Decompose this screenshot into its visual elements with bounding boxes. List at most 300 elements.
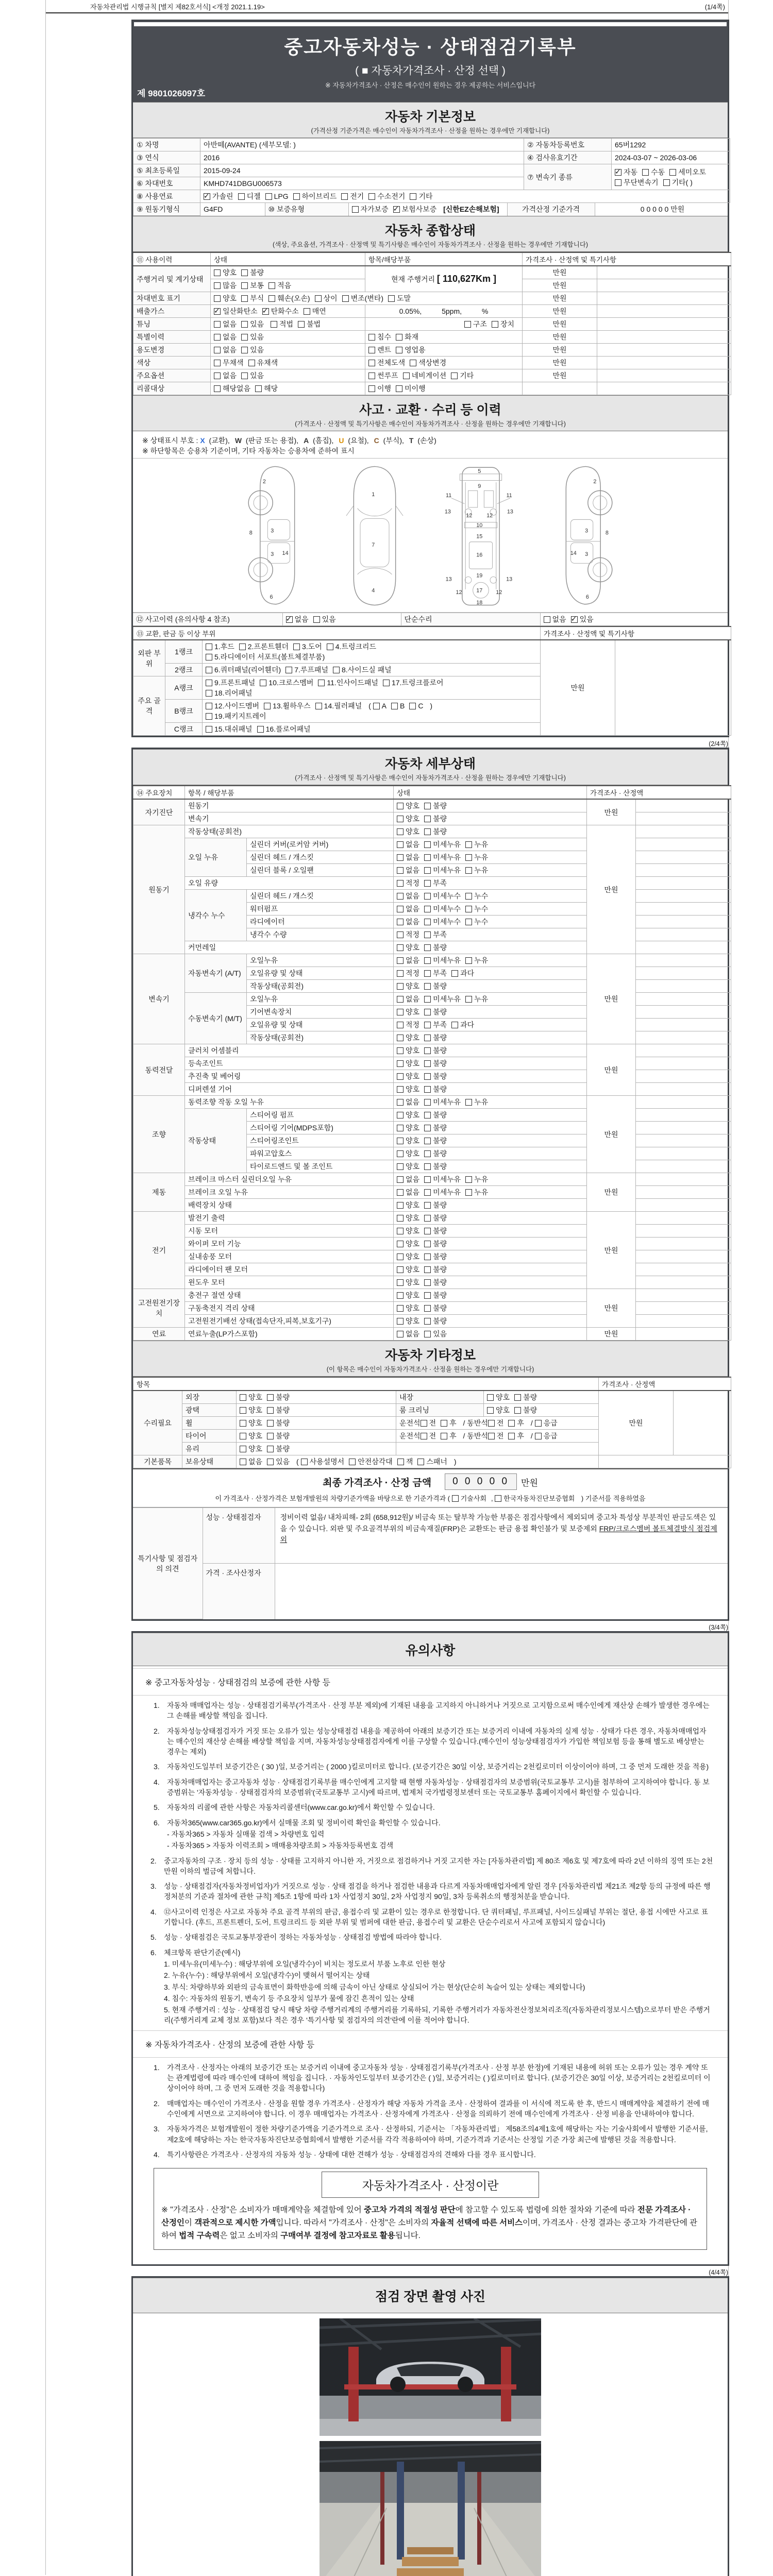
checkbox-unchecked[interactable] [424,1316,447,1326]
checkbox-icon[interactable] [241,295,248,302]
checkbox-icon[interactable] [424,919,431,925]
checkbox-icon[interactable] [397,1189,404,1196]
checkbox-icon[interactable] [267,1446,274,1452]
checkbox-unchecked[interactable] [214,293,237,303]
checkbox-icon[interactable] [241,321,248,328]
checkbox-unchecked[interactable] [397,1200,419,1210]
checkbox-icon[interactable] [424,1086,431,1093]
checkbox-unchecked[interactable] [397,801,419,811]
checkbox-icon[interactable] [391,703,398,709]
checkbox-unchecked[interactable] [352,204,389,214]
checkbox-icon[interactable] [488,1433,495,1439]
checkbox-icon[interactable] [397,1035,404,1041]
checkbox-icon[interactable] [368,360,375,366]
checkbox-unchecked[interactable] [492,319,514,329]
checkbox-unchecked[interactable] [441,1418,457,1428]
checkbox-unchecked[interactable] [465,1187,488,1197]
checkbox-icon[interactable] [424,996,431,1003]
checkbox-icon[interactable] [206,654,212,660]
checkbox-icon[interactable] [240,1433,246,1439]
checkbox-unchecked[interactable] [465,1174,488,1184]
checkbox-unchecked[interactable] [206,641,234,652]
checkbox-unchecked[interactable] [424,917,461,927]
checkbox-icon[interactable] [327,643,333,650]
checkbox-icon[interactable] [451,970,458,977]
checkbox-icon[interactable] [397,1022,404,1028]
checkbox-unchecked[interactable] [214,370,237,381]
checkbox-unchecked[interactable] [465,1097,488,1107]
checkbox-icon[interactable] [315,703,322,709]
checkbox-icon[interactable] [424,1035,431,1041]
checkbox-unchecked[interactable] [397,1187,419,1197]
checkbox-icon[interactable] [642,169,649,176]
checkbox-icon[interactable] [239,643,246,650]
checkbox-icon[interactable] [464,321,471,328]
checkbox-icon[interactable] [267,1407,274,1414]
checkbox-unchecked[interactable] [285,665,328,675]
checkbox-icon[interactable] [286,616,293,623]
checkbox-icon[interactable] [397,1279,404,1286]
checkbox-unchecked[interactable] [397,968,419,978]
checkbox-icon[interactable] [268,295,275,302]
checkbox-icon[interactable] [397,957,404,964]
checkbox-icon[interactable] [424,1253,431,1260]
checkbox-unchecked[interactable] [424,1007,447,1017]
checkbox-icon[interactable] [393,206,400,213]
checkbox-unchecked[interactable] [268,280,291,291]
checkbox-icon[interactable] [424,803,431,809]
checkbox-unchecked[interactable] [241,370,264,381]
checkbox-unchecked[interactable] [241,280,264,291]
checkbox-icon[interactable] [424,944,431,951]
checkbox-icon[interactable] [368,385,375,392]
checkbox-unchecked[interactable] [397,1007,419,1017]
checkbox-unchecked[interactable] [240,1405,262,1415]
checkbox-unchecked[interactable] [397,1290,419,1300]
checkbox-icon[interactable] [397,1163,404,1170]
checkbox-unchecked[interactable] [241,332,264,342]
checkbox-icon[interactable] [424,1125,431,1131]
checkbox-unchecked[interactable] [424,1251,447,1262]
checkbox-unchecked[interactable] [240,1392,262,1402]
checkbox-unchecked[interactable] [315,701,362,711]
checkbox-unchecked[interactable] [424,994,461,1004]
checkbox-unchecked[interactable] [451,370,474,381]
checkbox-unchecked[interactable] [397,917,419,927]
checkbox-unchecked[interactable] [424,1277,447,1287]
checkbox-icon[interactable] [206,703,212,709]
checkbox-unchecked[interactable] [318,677,378,688]
checkbox-unchecked[interactable] [424,801,447,811]
checkbox-unchecked[interactable] [248,358,278,368]
checkbox-unchecked[interactable] [349,1456,393,1467]
checkbox-unchecked[interactable] [424,1058,447,1069]
checkbox-unchecked[interactable] [397,1213,419,1223]
checkbox-icon[interactable] [508,1433,515,1439]
checkbox-icon[interactable] [267,1459,274,1465]
checkbox-icon[interactable] [417,1459,424,1465]
checkbox-unchecked[interactable] [424,865,461,875]
checkbox-icon[interactable] [424,1176,431,1183]
checkbox-unchecked[interactable] [424,955,461,965]
checkbox-icon[interactable] [465,996,472,1003]
checkbox-unchecked[interactable] [397,878,419,888]
checkbox-unchecked[interactable] [424,852,461,862]
checkbox-icon[interactable] [424,1331,431,1337]
checkbox-icon[interactable] [421,1433,427,1439]
checkbox-unchecked[interactable] [214,383,250,394]
checkbox-icon[interactable] [397,841,404,848]
checkbox-icon[interactable] [424,854,431,861]
checkbox-icon[interactable] [465,906,472,912]
checkbox-unchecked[interactable] [424,929,447,940]
checkbox-icon[interactable] [397,1112,404,1118]
checkbox-icon[interactable] [424,1189,431,1196]
checkbox-icon[interactable] [424,828,431,835]
checkbox-unchecked[interactable] [206,701,259,711]
checkbox-unchecked[interactable] [397,1084,419,1094]
checkbox-icon[interactable] [424,1047,431,1054]
checkbox-unchecked[interactable] [397,865,419,875]
checkbox-icon[interactable] [315,295,322,302]
checkbox-icon[interactable] [465,854,472,861]
checkbox-icon[interactable] [424,1099,431,1106]
checkbox-unchecked[interactable] [368,332,391,342]
checkbox-unchecked[interactable] [397,981,419,991]
checkbox-unchecked[interactable] [487,1392,510,1402]
checkbox-icon[interactable] [397,1292,404,1299]
checkbox-icon[interactable] [397,1086,404,1093]
checkbox-unchecked[interactable] [396,383,426,394]
checkbox-unchecked[interactable] [397,1316,419,1326]
checkbox-unchecked[interactable] [424,1110,447,1120]
checkbox-unchecked[interactable] [465,955,488,965]
checkbox-icon[interactable] [451,372,458,379]
checkbox-icon[interactable] [424,1318,431,1325]
checkbox-icon[interactable] [373,703,380,709]
checkbox-icon[interactable] [465,1189,472,1196]
checkbox-unchecked[interactable] [424,1161,447,1172]
checkbox-icon[interactable] [465,957,472,964]
checkbox-unchecked[interactable] [424,1045,447,1056]
checkbox-unchecked[interactable] [487,1405,510,1415]
checkbox-unchecked[interactable] [424,968,447,978]
checkbox-unchecked[interactable] [424,1097,461,1107]
checkbox-unchecked[interactable] [368,358,405,368]
checkbox-unchecked[interactable] [424,1123,447,1133]
checkbox-icon[interactable] [214,347,221,353]
checkbox-icon[interactable] [451,1022,458,1028]
checkbox-icon[interactable] [397,1073,404,1080]
checkbox-icon[interactable] [349,1459,356,1465]
checkbox-unchecked[interactable] [424,981,447,991]
checkbox-icon[interactable] [397,816,404,822]
checkbox-unchecked[interactable] [535,1418,558,1428]
checkbox-unchecked[interactable] [214,358,244,368]
checkbox-icon[interactable] [341,193,348,200]
checkbox-unchecked[interactable] [397,929,419,940]
checkbox-unchecked[interactable] [383,677,444,688]
checkbox-icon[interactable] [318,680,325,686]
checkbox-icon[interactable] [397,867,404,874]
checkbox-unchecked[interactable] [257,724,311,734]
checkbox-icon[interactable] [206,680,212,686]
checkbox-unchecked[interactable] [451,968,474,978]
checkbox-icon[interactable] [424,880,431,887]
checkbox-unchecked[interactable] [241,293,264,303]
checkbox-icon[interactable] [397,1253,404,1260]
checkbox-icon[interactable] [424,1009,431,1015]
checkbox-icon[interactable] [298,321,305,328]
checkbox-icon[interactable] [383,680,390,686]
checkbox-unchecked[interactable] [424,1071,447,1081]
checkbox-unchecked[interactable] [368,383,391,394]
checkbox-icon[interactable] [424,1138,431,1144]
checkbox-unchecked[interactable] [424,1303,447,1313]
checkbox-unchecked[interactable] [397,1123,419,1133]
checkbox-icon[interactable] [368,372,375,379]
checkbox-icon[interactable] [514,1394,521,1401]
checkbox-icon[interactable] [397,970,404,977]
checkbox-unchecked[interactable] [397,1239,419,1249]
checkbox-unchecked[interactable] [488,1431,504,1441]
checkbox-icon[interactable] [514,1407,521,1414]
checkbox-unchecked[interactable] [268,293,310,303]
checkbox-checked[interactable] [262,306,299,316]
checkbox-unchecked[interactable] [239,641,289,652]
checkbox-icon[interactable] [397,906,404,912]
checkbox-icon[interactable] [397,854,404,861]
checkbox-icon[interactable] [487,1394,494,1401]
checkbox-icon[interactable] [368,347,375,353]
checkbox-icon[interactable] [397,1176,404,1183]
checkbox-icon[interactable] [615,169,621,176]
checkbox-icon[interactable] [397,1266,404,1273]
checkbox-icon[interactable] [214,334,221,341]
checkbox-unchecked[interactable] [397,1148,419,1159]
checkbox-icon[interactable] [214,295,221,302]
checkbox-unchecked[interactable] [397,1226,419,1236]
checkbox-unchecked[interactable] [396,332,418,342]
checkbox-unchecked[interactable] [368,345,391,355]
checkbox-unchecked[interactable] [271,319,293,329]
checkbox-icon[interactable] [260,680,266,686]
checkbox-icon[interactable] [424,1305,431,1312]
checkbox-unchecked[interactable] [421,1418,436,1428]
checkbox-unchecked[interactable] [465,865,488,875]
checkbox-unchecked[interactable] [373,702,386,710]
checkbox-icon[interactable] [424,893,431,900]
checkbox-unchecked[interactable] [424,1226,447,1236]
checkbox-icon[interactable] [397,893,404,900]
checkbox-icon[interactable] [241,269,248,276]
checkbox-icon[interactable] [663,179,670,186]
checkbox-unchecked[interactable] [267,1392,290,1402]
checkbox-checked[interactable] [615,167,637,177]
checkbox-icon[interactable] [214,269,221,276]
checkbox-unchecked[interactable] [397,1097,419,1107]
checkbox-unchecked[interactable] [424,1290,447,1300]
checkbox-checked[interactable] [286,614,309,624]
checkbox-unchecked[interactable] [424,1020,447,1030]
checkbox-unchecked[interactable] [514,1405,537,1415]
checkbox-icon[interactable] [424,1060,431,1067]
checkbox-unchecked[interactable] [465,917,488,927]
checkbox-icon[interactable] [465,893,472,900]
checkbox-icon[interactable] [424,1112,431,1118]
checkbox-unchecked[interactable] [267,1431,290,1441]
checkbox-unchecked[interactable] [465,852,488,862]
checkbox-icon[interactable] [424,957,431,964]
checkbox-icon[interactable] [206,726,212,733]
checkbox-icon[interactable] [397,1318,404,1325]
checkbox-unchecked[interactable] [514,1392,537,1402]
checkbox-unchecked[interactable] [465,891,488,901]
checkbox-icon[interactable] [424,867,431,874]
checkbox-icon[interactable] [238,193,245,200]
checkbox-icon[interactable] [368,193,375,200]
checkbox-unchecked[interactable] [267,1418,290,1428]
checkbox-unchecked[interactable] [240,1418,262,1428]
checkbox-unchecked[interactable] [424,904,461,914]
checkbox-unchecked[interactable] [214,332,237,342]
checkbox-icon[interactable] [262,308,269,315]
checkbox-icon[interactable] [206,643,212,650]
checkbox-icon[interactable] [304,308,310,315]
checkbox-icon[interactable] [240,1420,246,1427]
checkbox-unchecked[interactable] [495,1493,575,1503]
checkbox-icon[interactable] [397,1459,404,1465]
checkbox-unchecked[interactable] [368,370,398,381]
checkbox-unchecked[interactable] [424,1264,447,1275]
checkbox-unchecked[interactable] [424,1213,447,1223]
checkbox-unchecked[interactable] [267,1405,290,1415]
checkbox-unchecked[interactable] [241,345,264,355]
checkbox-icon[interactable] [265,193,272,200]
checkbox-unchecked[interactable] [397,1161,419,1172]
checkbox-unchecked[interactable] [206,652,325,662]
checkbox-unchecked[interactable] [397,1020,419,1030]
checkbox-unchecked[interactable] [397,1329,419,1339]
checkbox-unchecked[interactable] [424,814,447,824]
checkbox-unchecked[interactable] [669,167,706,177]
checkbox-icon[interactable] [214,282,221,289]
checkbox-icon[interactable] [397,880,404,887]
checkbox-unchecked[interactable] [265,192,289,200]
checkbox-unchecked[interactable] [424,891,461,901]
checkbox-checked[interactable] [393,204,437,214]
checkbox-unchecked[interactable] [206,665,281,675]
checkbox-unchecked[interactable] [451,1020,474,1030]
checkbox-icon[interactable] [424,931,431,938]
checkbox-unchecked[interactable] [315,293,338,303]
checkbox-unchecked[interactable] [388,293,411,303]
checkbox-icon[interactable] [424,1150,431,1157]
checkbox-icon[interactable] [240,1394,246,1401]
checkbox-icon[interactable] [424,970,431,977]
checkbox-unchecked[interactable] [396,345,426,355]
checkbox-icon[interactable] [214,308,221,315]
checkbox-unchecked[interactable] [240,1456,262,1467]
checkbox-unchecked[interactable] [214,345,237,355]
checkbox-unchecked[interactable] [424,1174,461,1184]
checkbox-icon[interactable] [285,667,292,673]
checkbox-unchecked[interactable] [397,826,419,837]
checkbox-icon[interactable] [508,1420,515,1427]
checkbox-icon[interactable] [424,816,431,822]
checkbox-icon[interactable] [301,1459,308,1465]
checkbox-icon[interactable] [396,347,402,353]
checkbox-unchecked[interactable] [464,319,487,329]
checkbox-icon[interactable] [333,667,340,673]
checkbox-icon[interactable] [396,385,402,392]
checkbox-unchecked[interactable] [342,293,383,303]
checkbox-unchecked[interactable] [313,614,336,624]
checkbox-unchecked[interactable] [452,1493,486,1503]
checkbox-icon[interactable] [241,347,248,353]
checkbox-icon[interactable] [240,1459,246,1465]
checkbox-unchecked[interactable] [214,280,237,291]
checkbox-unchecked[interactable] [508,1431,524,1441]
checkbox-icon[interactable] [241,282,248,289]
checkbox-icon[interactable] [452,1495,459,1502]
checkbox-unchecked[interactable] [327,641,376,652]
checkbox-icon[interactable] [206,690,212,697]
checkbox-unchecked[interactable] [397,1136,419,1146]
checkbox-unchecked[interactable] [409,702,423,710]
checkbox-unchecked[interactable] [424,878,447,888]
checkbox-unchecked[interactable] [424,1084,447,1094]
checkbox-icon[interactable] [397,1241,404,1247]
checkbox-icon[interactable] [397,828,404,835]
checkbox-unchecked[interactable] [240,1431,262,1441]
checkbox-unchecked[interactable] [255,383,278,394]
checkbox-unchecked[interactable] [424,942,447,953]
checkbox-icon[interactable] [293,643,300,650]
checkbox-icon[interactable] [410,193,416,200]
checkbox-icon[interactable] [397,1060,404,1067]
checkbox-unchecked[interactable] [615,177,659,188]
checkbox-icon[interactable] [271,321,277,328]
checkbox-icon[interactable] [544,616,550,623]
checkbox-unchecked[interactable] [206,688,253,698]
checkbox-icon[interactable] [465,919,472,925]
checkbox-icon[interactable] [214,360,221,366]
checkbox-unchecked[interactable] [535,1431,558,1441]
checkbox-icon[interactable] [397,944,404,951]
checkbox-unchecked[interactable] [441,1431,457,1441]
checkbox-unchecked[interactable] [465,904,488,914]
checkbox-unchecked[interactable] [508,1418,524,1428]
checkbox-unchecked[interactable] [304,306,326,316]
checkbox-unchecked[interactable] [267,1444,290,1454]
checkbox-unchecked[interactable] [397,1264,419,1275]
checkbox-unchecked[interactable] [642,167,665,177]
checkbox-unchecked[interactable] [410,191,432,201]
checkbox-unchecked[interactable] [424,1329,447,1339]
checkbox-icon[interactable] [342,295,349,302]
checkbox-icon[interactable] [313,616,320,623]
checkbox-unchecked[interactable] [397,1071,419,1081]
checkbox-unchecked[interactable] [260,677,313,688]
checkbox-icon[interactable] [487,1407,494,1414]
checkbox-unchecked[interactable] [267,1456,290,1467]
checkbox-icon[interactable] [403,372,410,379]
checkbox-unchecked[interactable] [206,724,253,734]
checkbox-unchecked[interactable] [206,677,255,688]
checkbox-icon[interactable] [571,616,578,623]
checkbox-unchecked[interactable] [301,1456,345,1467]
